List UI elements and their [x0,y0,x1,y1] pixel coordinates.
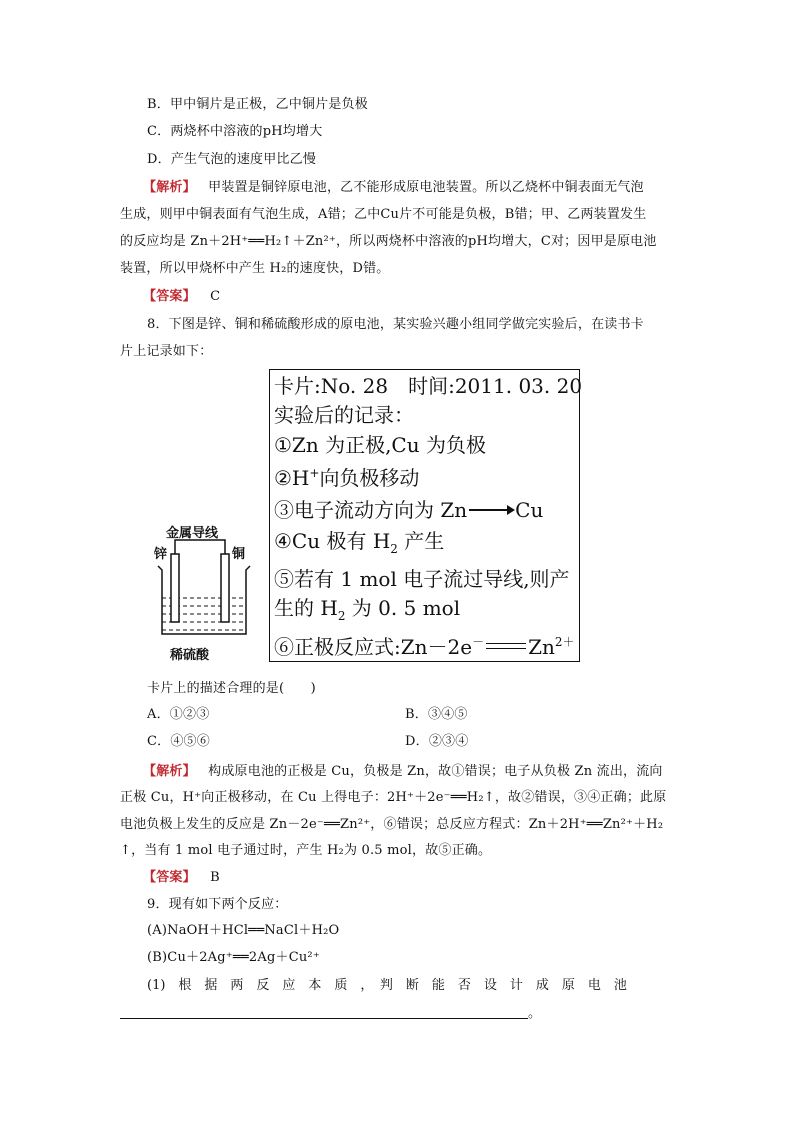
copper-label: 铜 [232,547,246,562]
answer-tag: 【答案】 [143,289,196,304]
question-stem: 8．下图是锌、铜和稀硫酸形成的原电池，某实验兴趣小组同学做完实验后，在读书卡 [147,317,644,332]
card-item-2: ②H+向负极移动 [274,466,420,490]
analysis-tag: 【解析】 [143,764,196,779]
reaction-a: (A)NaOH＋HCl══NaCl＋H₂O [147,923,340,938]
answer-blank[interactable] [120,1017,528,1019]
analysis-text: 电池负极上发生的反应是 Zn－2e⁻══Zn²⁺，⑥错误；总反应方程式：Zn＋2H⁺══Zn²⁺＋H₂ [120,817,664,832]
card-item-4: ④Cu 极有 $H_2$ 产生 [274,529,445,556]
card-item-3: ③电子流动方向为 Zn Cu [274,498,544,522]
end-mark: 。 [528,1006,542,1021]
zinc-label: 锌 [154,547,168,562]
answer-value: C [210,289,221,304]
reaction-b: (B)Cu＋2Ag⁺══2Ag＋Cu²⁺ [147,950,320,965]
copper-electrode [221,554,229,622]
analysis-text: 正极 Cu，H⁺向正极移动，在 Cu 上得电子：2H⁺＋2e⁻══H₂↑，故②错误，③④正确；此原 [120,790,667,805]
option-c: C．两烧杯中溶液的pH均增大 [147,124,323,139]
analysis-line [143,763,663,781]
analysis-tag: 【解析】 [143,180,196,195]
option-b: B．③④⑤ [405,707,468,722]
card-item-5-cont: 生的 $H_2$ 为 0. 5 mol [274,596,461,623]
analysis-text: 构成原电池的正极是 Cu，负极是 Zn，故①错误；电子从负极 Zn 流出，流向 [208,764,663,779]
right-arrow-icon [469,509,513,511]
answer-value: B [210,870,220,885]
question-stem: 9．现有如下两个反应： [147,897,288,912]
answer-tag: 【答案】 [143,870,196,885]
answer-line [143,869,220,887]
sub-question-1: (1) 根 据 两 反 应 本 质 ， 判 断 能 否 设 计 成 原 电 池 [147,978,627,993]
card-item-5: ⑤若有 1 mol 电子流过导线,则产 [274,567,570,591]
card-item-1: ①Zn 为正极,Cu 为负极 [274,433,486,457]
question-prompt: 卡片上的描述合理的是( ) [147,681,316,696]
reading-card [269,369,583,662]
analysis-text: 装置，所以甲烧杯中产生 H₂的速度快，D错。 [120,261,390,276]
card-header: 卡片:No. 28 时间:2011. 03. 20 [274,374,583,398]
metal-wire [175,540,225,578]
card-item-6: ⑥正极反应式:Zn－2e－ $Zn^{2+}$ [274,635,575,659]
analysis-line [143,179,644,197]
option-a: A．①②③ [147,707,210,722]
option-b: B．甲中铜片是正极，乙中铜片是负极 [147,97,368,112]
analysis-text: 甲装置是铜锌原电池，乙不能形成原电池装置。所以乙烧杯中铜表面无气泡 [208,180,644,195]
question-stem: 片上记录如下： [120,344,213,359]
card-title: 实验后的记录： [274,403,414,427]
analysis-text: 生成，则甲中铜表面有气泡生成，A错；乙中Cu片不可能是负极，B错；甲、乙两装置发生 [120,207,647,222]
analysis-text: ↑，当有 1 mol 电子通过时，产生 H₂为 0.5 mol，故⑤正确。 [120,843,492,858]
answer-line [143,288,220,306]
option-c: C．④⑤⑥ [147,734,210,749]
double-equal-icon [486,643,526,649]
analysis-text: 的反应均是 Zn＋2H⁺══H₂↑＋Zn²⁺，所以两烧杯中溶液的pH均增大，C对；因甲是原电池 [120,234,657,249]
option-d: D．产生气泡的速度甲比乙慢 [147,152,317,167]
wire-label: 金属导线 [166,526,219,541]
option-d: D．②③④ [405,734,469,749]
zinc-electrode [171,554,179,622]
acid-label: 稀硫酸 [170,648,210,663]
